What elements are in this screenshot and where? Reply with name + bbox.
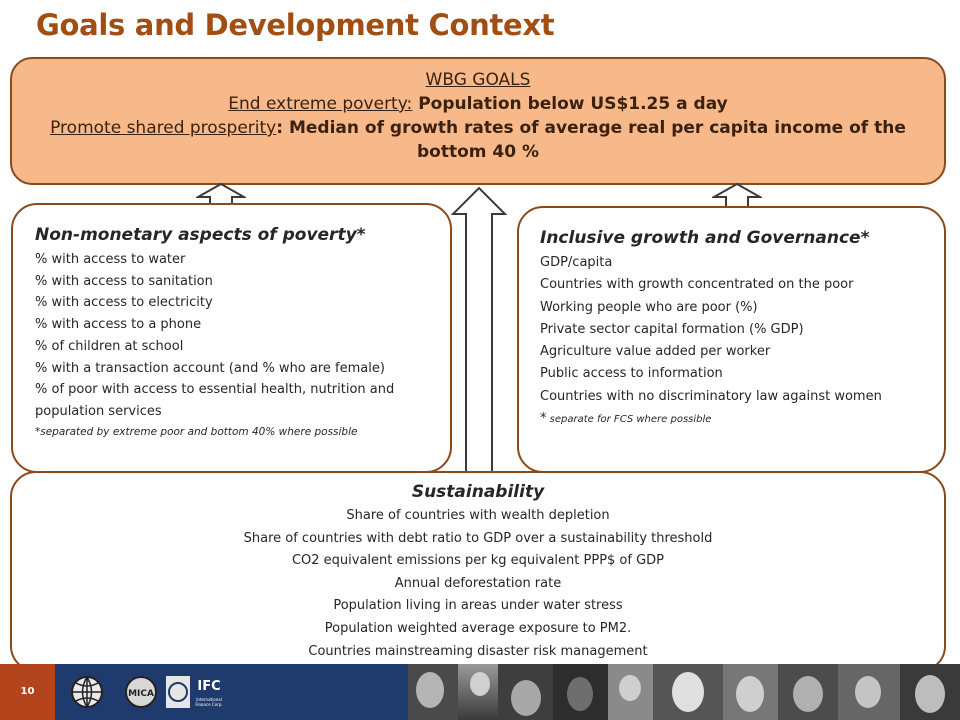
svg-text:MICA: MICA [128, 689, 154, 699]
goals-prosperity-text: : Median of growth rates of average real per capita income of the bottom 40 % [276, 118, 906, 162]
goals-poverty-label: End extreme poverty: [228, 94, 413, 114]
wbg-goals-box [10, 57, 946, 185]
goals-line-prosperity [12, 116, 944, 164]
people-photo-collage [408, 664, 960, 720]
non-monetary-poverty-panel [11, 203, 452, 473]
panel-footnote: *separated by extreme poor and bottom 40% where possible [35, 425, 358, 438]
ifc-logo-icon [165, 672, 233, 712]
list-item: Countries with growth concentrated on the poor [540, 277, 854, 293]
panel-title: Non-monetary aspects of poverty* [35, 225, 366, 245]
list-item: Private sector capital formation (% GDP) [540, 321, 804, 337]
list-item: % of children at school [35, 338, 184, 354]
footer-logo-strip [55, 664, 408, 720]
list-item: Countries mainstreaming disaster risk management [308, 643, 648, 659]
indicator-list [12, 505, 944, 663]
goals-header: WBG GOALS [425, 70, 531, 90]
list-item: % of poor with access to essential health, nutrition and population services [35, 382, 395, 419]
list-item: Annual deforestation rate [394, 575, 562, 591]
list-item: Public access to information [540, 366, 723, 382]
panel-footnote: * separate for FCS where possible [540, 411, 712, 427]
world-bank-logo-icon [67, 672, 107, 712]
sustainability-panel [10, 471, 946, 672]
list-item: % with a transaction account (and % who are female) [35, 360, 385, 376]
list-item: % with access to electricity [35, 295, 213, 311]
list-item: Countries with no discriminatory law against women [540, 388, 882, 404]
svg-text:International: International [196, 697, 222, 702]
svg-text:Finance Corp.: Finance Corp. [195, 702, 223, 707]
goals-line-poverty [12, 92, 944, 116]
mica-logo-icon [121, 672, 161, 712]
list-item: % with access to water [35, 252, 186, 267]
panel-title: Sustainability [411, 482, 545, 502]
slide-title: Goals and Development Context [36, 8, 555, 42]
list-item: Share of countries with debt ratio to GDP over a sustainability threshold [243, 530, 713, 546]
list-item: Working people who are poor (%) [540, 299, 758, 315]
list-item: Population weighted average exposure to PM2. [324, 620, 632, 636]
list-item: Share of countries with wealth depletion [346, 508, 610, 523]
list-item: GDP/capita [540, 255, 613, 270]
list-item: % with access to a phone [35, 317, 202, 333]
panel-title: Inclusive growth and Governance* [540, 228, 870, 248]
goals-poverty-text: Population below US$1.25 a day [412, 94, 728, 114]
list-item: % with access to sanitation [35, 273, 213, 289]
list-item: Population living in areas under water stress [333, 598, 623, 614]
footer-bar [0, 664, 960, 720]
inclusive-growth-panel [517, 206, 946, 473]
indicator-list [540, 252, 936, 408]
list-item: Agriculture value added per worker [540, 344, 771, 360]
page-number: 10 [20, 686, 35, 697]
svg-text:IFC: IFC [197, 679, 221, 694]
goals-prosperity-label: Promote shared prosperity [50, 118, 277, 138]
arrow-up-right-icon [712, 183, 762, 207]
indicator-list [35, 249, 440, 423]
list-item: CO2 equivalent emissions per kg equivalent PPP$ of GDP [291, 553, 665, 569]
arrow-up-center-icon [451, 186, 507, 472]
